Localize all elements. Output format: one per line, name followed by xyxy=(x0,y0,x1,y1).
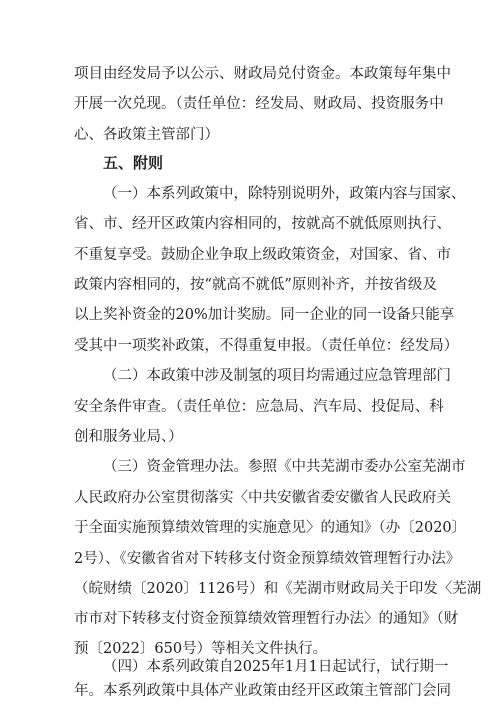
body-text-line: 创和服务业局、） xyxy=(74,429,183,445)
body-text-line: （皖财绩〔2020〕1126号）和《芜湖市财政局关于印发〈芜湖 xyxy=(74,581,482,597)
body-text-line: 以上奖补资金的20%加计奖励。同一企业的同一设备只能享 xyxy=(74,307,455,323)
body-text-line: 人民政府办公室贯彻落实〈中共安徽省委安徽省人民政府关 xyxy=(74,490,451,506)
body-text-line: 开展一次兑现。（责任单位：经发局、财政局、投资服务中 xyxy=(74,96,444,112)
body-text-line: 于全面实施预算绩效管理的实施意见〉的通知》（办〔2020〕 xyxy=(74,520,467,536)
body-text-line: 受其中一项奖补政策，不得重复申报。（责任单位：经发局） xyxy=(74,338,459,354)
section-heading: 五、附则 xyxy=(103,154,164,172)
body-text-line: （四）本系列政策自2025年1月1日起试行，试行期一 xyxy=(103,659,449,675)
body-text-line: 安全条件审查。（责任单位：应急局、汽车局、投促局、科 xyxy=(74,399,444,415)
body-text-line: （二）本政策中涉及制氢的项目均需通过应急管理部门 xyxy=(103,368,451,384)
body-text-line: 不重复享受。鼓励企业争取上级政策资金，对国家、省、市 xyxy=(74,247,451,263)
body-text-line: 年。本系列政策中具体产业政策由经开区政策主管部门会同 xyxy=(74,683,451,699)
body-text-line: 预〔2022〕650号）等相关文件执行。 xyxy=(74,641,328,657)
body-text-line: （三）资金管理办法。参照《中共芜湖市委办公室芜湖市 xyxy=(103,459,466,475)
body-text-line: 市市对下转移支付资金预算绩效管理暂行办法〉的通知》（财 xyxy=(74,611,459,627)
body-text-line: 政策内容相同的，按“就高不就低”原则补齐，并按省级及 xyxy=(74,277,437,293)
body-text-line: 省、市、经开区政策内容相同的，按就高不就低原则执行、 xyxy=(74,216,451,232)
body-text-line: 项目由经发局予以公示、财政局兑付资金。本政策每年集中 xyxy=(74,66,451,82)
body-text-line: （一）本系列政策中，除特别说明外，政策内容与国家、 xyxy=(103,186,466,202)
body-text-line: 心、各政策主管部门） xyxy=(74,127,219,143)
body-text-line: 2号）、《安徽省省对下转移支付资金预算绩效管理暂行办法》 xyxy=(74,551,461,567)
